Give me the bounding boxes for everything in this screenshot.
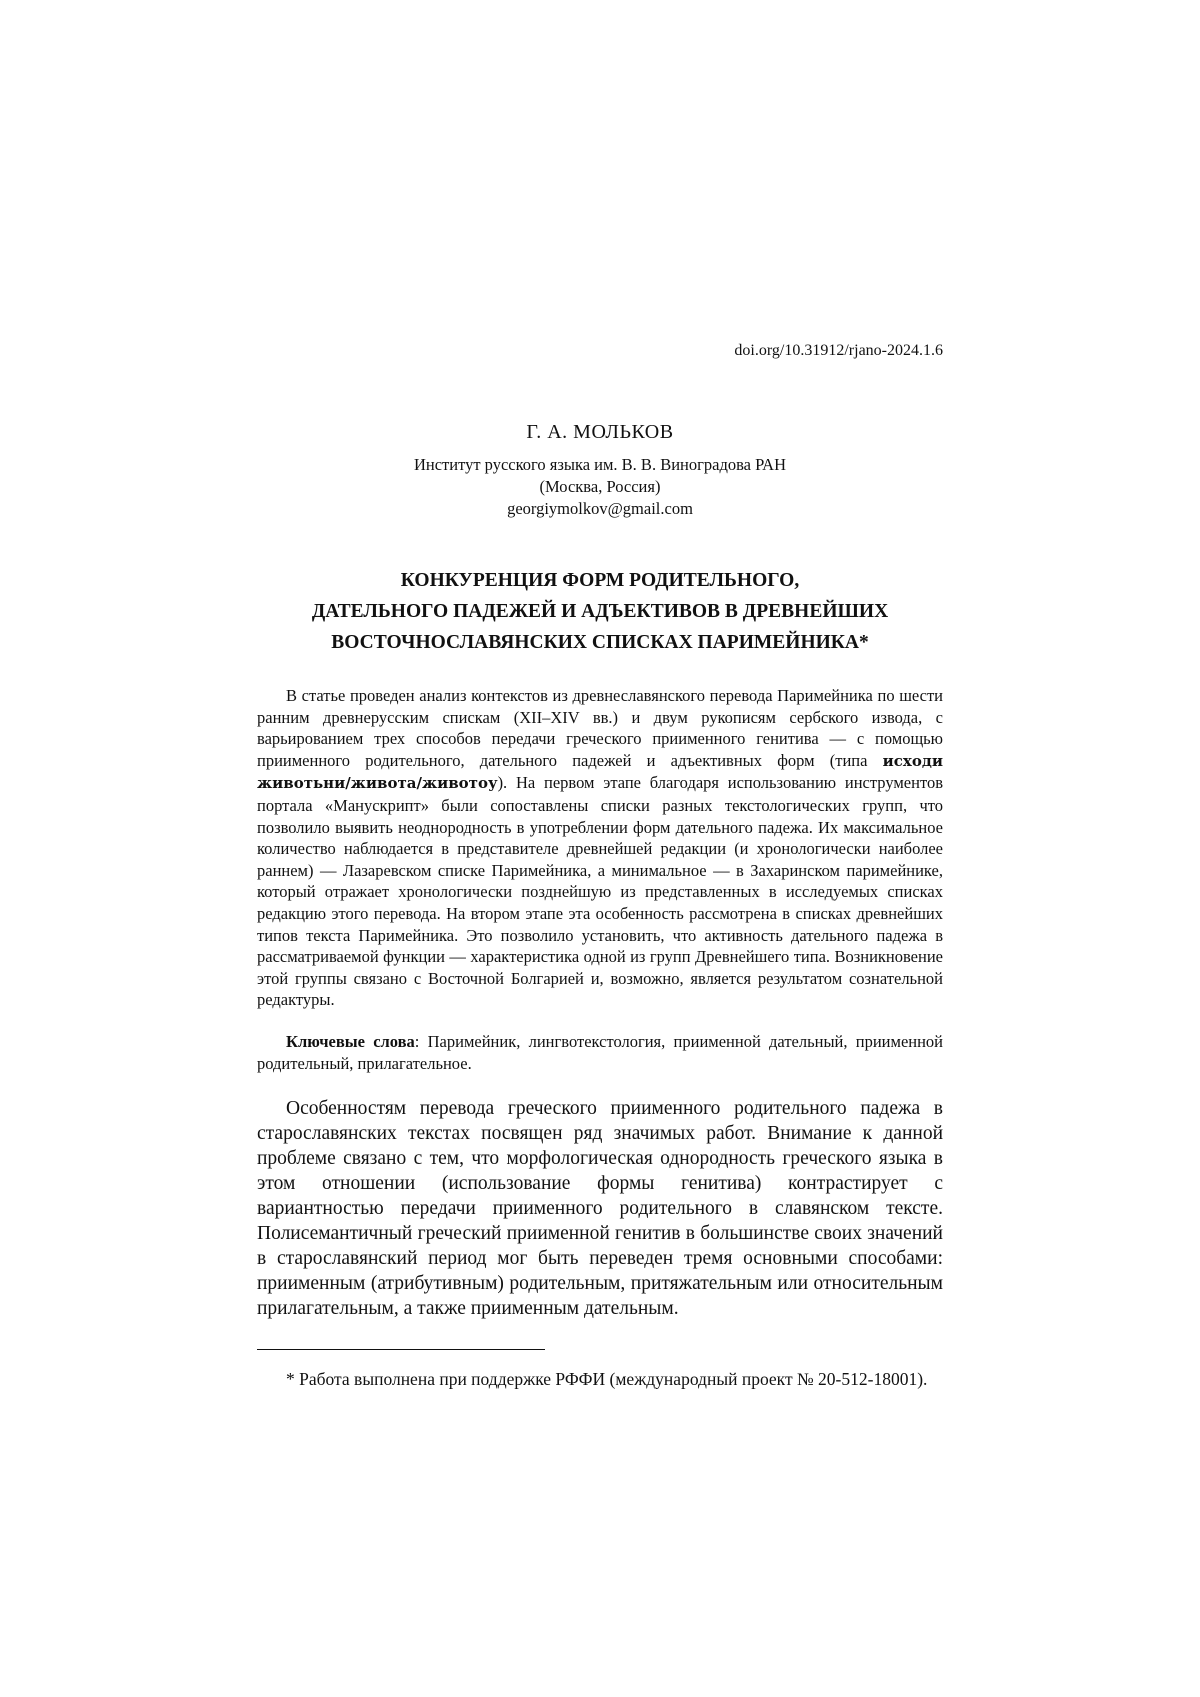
abstract-text-end: ). На первом этапе благодаря использованию инструментов портала «Манускрипт» были сопоставлены списки разных текстологических групп, что позволило выявить неоднородность в употреблении форм дательного падежа. Их максимальное количество наблюдается в представителе древнейшей редакции (и хронологически наиболее раннем) — Лазаревском списке Паримейника, а минимальное — в Захаринском паримейнике, который отражает хронологически позднейшую из представленных в исследуемых списках редакцию этого перевода. На втором этапе эта особенность рассмотрена в списках древнейших типов текста Паримейника. Это позволило установить, что активность дательного падежа в рассматриваемой функции — характеристика одной из групп Древнейшего типа. Возникновение этой группы связано с Восточной Болгарией и, возможно, является результатом сознательной редактуры.	[257, 773, 943, 1010]
keywords-paragraph	[257, 1031, 943, 1075]
abstract-paragraph	[257, 685, 943, 1011]
body-paragraph: Особенностям перевода греческого приименного родительного падежа в старославянских текстах посвящен ряд значимых работ. Внимание к данной проблеме связано с тем, что морфологическая однородность греческого языка в этом отношении (использование формы генитива) контрастирует с вариантностью передачи приименного родительного в славянском тексте. Полисемантичный греческий приименной генитив в большинстве своих значений в старославянский период мог быть переведен тремя основными способами: приименным (атрибутивным) родительным, притяжательным или относительным прилагательным, а также приименным дательным.	[257, 1098, 943, 1319]
keywords-label: Ключевые слова	[286, 1032, 415, 1051]
footnote	[257, 1367, 943, 1391]
body-text	[257, 1096, 943, 1321]
footnote-text: * Работа выполнена при поддержке РФФИ (международный проект № 20-512-18001).	[286, 1369, 928, 1389]
abstract-text-start: В статье проведен анализ контекстов из древнеславянского перевода Паримейника по шести ранним древнерусским спискам (XII–XIV вв.) и двум рукописям сербского извода, с варьированием трех способов передачи греческого приименного генитива — с помощью приименного родительного, дательного падежей и адъективных форм (типа	[257, 686, 943, 770]
affiliation-location: (Москва, Россия)	[539, 477, 661, 496]
keywords	[257, 1031, 943, 1075]
author-block	[0, 421, 1200, 520]
title-line-2: ДАТЕЛЬНОГО ПАДЕЖЕЙ И АДЪЕКТИВОВ В ДРЕВНЕЙШИХ	[311, 601, 889, 622]
keywords-text: : Паримейник, лингвотекстология, приименной дательный, приименной родительный, прилагательное.	[257, 1032, 944, 1073]
doi-reference: doi.org/10.31912/rjano-2024.1.6	[734, 342, 943, 359]
title-line-3: ВОСТОЧНОСЛАВЯНСКИХ СПИСКАХ ПАРИМЕЙНИКА*	[331, 632, 869, 653]
title-line-1: КОНКУРЕНЦИЯ ФОРМ РОДИТЕЛЬНОГО,	[400, 570, 800, 591]
author-email: georgiymolkov@gmail.com	[507, 499, 693, 518]
author-name: Г. А. МОЛЬКОВ	[526, 421, 674, 443]
abstract	[257, 685, 943, 1011]
footnote-divider	[257, 1349, 545, 1350]
affiliation-institute: Институт русского языка им. В. В. Виноградова РАН	[413, 455, 787, 474]
old-slavonic-example: исходи животьни/живота/животоу	[257, 751, 943, 793]
article-title	[0, 565, 1200, 658]
